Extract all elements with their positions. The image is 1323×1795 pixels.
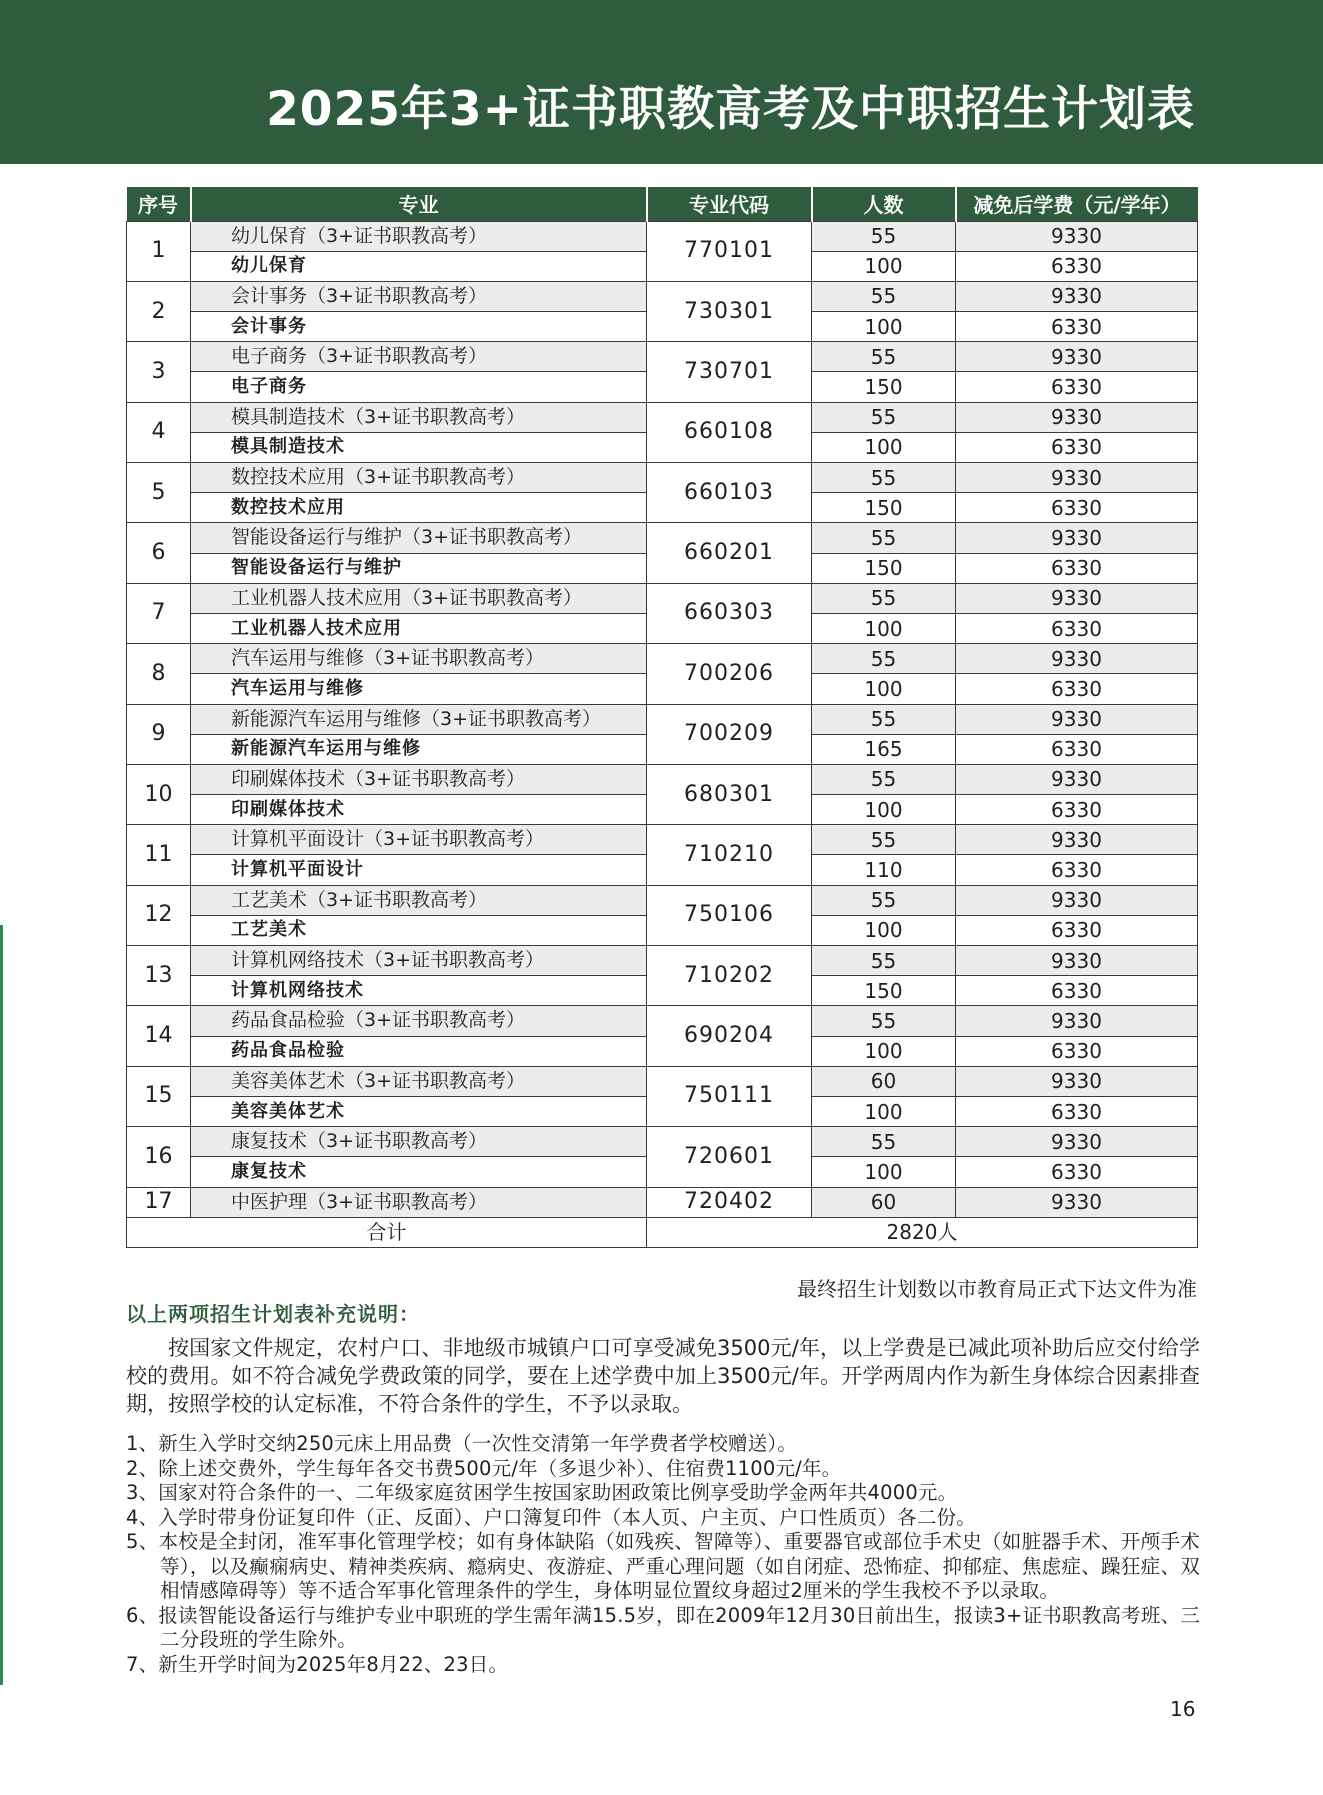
row-index-cell: 8: [127, 644, 191, 704]
row-index-cell: 4: [127, 402, 191, 462]
table-row: [127, 342, 1198, 372]
major-code-cell: 710210: [647, 825, 812, 885]
supplement-paragraph: 按国家文件规定，农村户口、非地级市城镇户口可享受减免3500元/年，以上学费是已减此项补助后应交付给学校的费用。如不符合减免学费政策的同学，要在上述学费中加上3500元/年。开学两周内作为新生身体综合因素排查期，按照学校的认定标准，不符合条件的学生，不予以录取。: [126, 1336, 1200, 1416]
major-code-cell: 680301: [647, 764, 812, 824]
supplement-title: 以上两项招生计划表补充说明：: [126, 1302, 420, 1326]
major-name-cell: 工艺美术: [191, 915, 647, 945]
major-name-cell: 幼儿保育: [191, 251, 647, 281]
major-name-cell: 美容美体艺术（3+证书职教高考）: [191, 1066, 647, 1096]
major-name-cell: 印刷媒体技术: [191, 795, 647, 825]
major-name-cell: 康复技术: [191, 1157, 647, 1187]
major-name-cell: 智能设备运行与维护: [191, 553, 647, 583]
header-banner: [0, 0, 1323, 164]
major-name-cell: 幼儿保育（3+证书职教高考）: [191, 221, 647, 251]
table-row: [127, 1127, 1198, 1157]
major-name-cell: 工业机器人技术应用（3+证书职教高考）: [191, 583, 647, 613]
row-index-cell: 15: [127, 1066, 191, 1126]
table-row: [127, 583, 1198, 613]
enrollment-count-cell: 150: [812, 372, 956, 402]
major-code-cell: 700206: [647, 644, 812, 704]
column-header-major: 专业: [191, 187, 647, 221]
enrollment-count-cell: 55: [812, 825, 956, 855]
enrollment-plan-table: [126, 187, 1198, 1248]
tuition-fee-cell: 6330: [956, 251, 1198, 281]
enrollment-count-cell: 55: [812, 463, 956, 493]
enrollment-count-cell: 110: [812, 855, 956, 885]
column-header-count: 人数: [812, 187, 956, 221]
rule-item: 2、除上述交费外，学生每年各交书费500元/年（多退少补）、住宿费1100元/年。: [126, 1456, 842, 1480]
table-header-row: [127, 187, 1198, 221]
tuition-fee-cell: 6330: [956, 372, 1198, 402]
tuition-fee-cell: 9330: [956, 221, 1198, 251]
major-code-cell: 700209: [647, 704, 812, 764]
enrollment-count-cell: 100: [812, 915, 956, 945]
row-index-cell: 12: [127, 885, 191, 945]
major-code-cell: 750111: [647, 1066, 812, 1126]
row-index-cell: 10: [127, 764, 191, 824]
row-index-cell: 3: [127, 342, 191, 402]
major-code-cell: 660303: [647, 583, 812, 643]
enrollment-count-cell: 100: [812, 1036, 956, 1066]
table-row: [127, 1006, 1198, 1036]
major-code-cell: 730301: [647, 281, 812, 341]
enrollment-count-cell: 150: [812, 976, 956, 1006]
major-code-cell: 660103: [647, 463, 812, 523]
table-row: [127, 221, 1198, 251]
tuition-fee-cell: 6330: [956, 795, 1198, 825]
table-row: [127, 523, 1198, 553]
tuition-fee-cell: 6330: [956, 855, 1198, 885]
tuition-fee-cell: 9330: [956, 523, 1198, 553]
major-name-cell: 数控技术应用（3+证书职教高考）: [191, 463, 647, 493]
enrollment-count-cell: 55: [812, 764, 956, 794]
tuition-fee-cell: 6330: [956, 312, 1198, 342]
tuition-fee-cell: 9330: [956, 825, 1198, 855]
tuition-fee-cell: 9330: [956, 644, 1198, 674]
enrollment-count-cell: 55: [812, 1006, 956, 1036]
column-header-index: 序号: [127, 187, 191, 221]
page-number: 16: [1170, 1697, 1196, 1721]
tuition-fee-cell: 6330: [956, 674, 1198, 704]
major-code-cell: 720601: [647, 1127, 812, 1187]
major-name-cell: 汽车运用与维修: [191, 674, 647, 704]
major-name-cell: 工业机器人技术应用: [191, 613, 647, 643]
rule-item: 3、国家对符合条件的一、二年级家庭贫困学生按国家助困政策比例享受助学金两年共4000元。: [126, 1481, 958, 1504]
row-index-cell: 16: [127, 1127, 191, 1187]
tuition-fee-cell: 6330: [956, 432, 1198, 462]
major-name-cell: 模具制造技术: [191, 432, 647, 462]
enrollment-count-cell: 55: [812, 583, 956, 613]
enrollment-count-cell: 55: [812, 704, 956, 734]
major-name-cell: 新能源汽车运用与维修（3+证书职教高考）: [191, 704, 647, 734]
tuition-fee-cell: 9330: [956, 342, 1198, 372]
tuition-fee-cell: 9330: [956, 402, 1198, 432]
table-row: [127, 704, 1198, 734]
tuition-fee-cell: 6330: [956, 613, 1198, 643]
table-row: [127, 463, 1198, 493]
tuition-fee-cell: 9330: [956, 1006, 1198, 1036]
tuition-fee-cell: 9330: [956, 885, 1198, 915]
major-name-cell: 药品食品检验（3+证书职教高考）: [191, 1006, 647, 1036]
tuition-fee-cell: 6330: [956, 1036, 1198, 1066]
row-index-cell: 1: [127, 221, 191, 281]
major-name-cell: 中医护理（3+证书职教高考）: [191, 1187, 647, 1217]
enrollment-count-cell: 55: [812, 281, 956, 311]
rules-list: [126, 1432, 1200, 1677]
tuition-fee-cell: 6330: [956, 915, 1198, 945]
tuition-fee-cell: 9330: [956, 1187, 1198, 1217]
row-index-cell: 13: [127, 946, 191, 1006]
tuition-fee-cell: 9330: [956, 583, 1198, 613]
major-code-cell: 770101: [647, 221, 812, 281]
row-index-cell: 5: [127, 463, 191, 523]
tuition-fee-cell: 9330: [956, 463, 1198, 493]
enrollment-count-cell: 100: [812, 312, 956, 342]
enrollment-count-cell: 55: [812, 402, 956, 432]
row-index-cell: 7: [127, 583, 191, 643]
major-name-cell: 印刷媒体技术（3+证书职教高考）: [191, 764, 647, 794]
enrollment-count-cell: 55: [812, 644, 956, 674]
enrollment-count-cell: 100: [812, 251, 956, 281]
major-name-cell: 模具制造技术（3+证书职教高考）: [191, 402, 647, 432]
tuition-fee-cell: 9330: [956, 1127, 1198, 1157]
decorative-side-line: [0, 925, 3, 1685]
tuition-fee-cell: 6330: [956, 1157, 1198, 1187]
table-row: [127, 1066, 1198, 1096]
table-row: [127, 1187, 1198, 1217]
tuition-fee-cell: 9330: [956, 704, 1198, 734]
enrollment-count-cell: 55: [812, 523, 956, 553]
enrollment-count-cell: 60: [812, 1187, 956, 1217]
major-name-cell: 药品食品检验: [191, 1036, 647, 1066]
major-name-cell: 新能源汽车运用与维修: [191, 734, 647, 764]
row-index-cell: 11: [127, 825, 191, 885]
row-index-cell: 2: [127, 281, 191, 341]
enrollment-count-cell: 100: [812, 795, 956, 825]
major-name-cell: 汽车运用与维修（3+证书职教高考）: [191, 644, 647, 674]
major-name-cell: 美容美体艺术: [191, 1096, 647, 1126]
major-name-cell: 会计事务: [191, 312, 647, 342]
rule-item: 6、报读智能设备运行与维护专业中职班的学生需年满15.5岁，即在2009年12月30日前出生，报读3+证书职教高考班、三二分段班的学生除外。: [126, 1603, 1200, 1651]
table-row: [127, 644, 1198, 674]
rule-item: 4、入学时带身份证复印件（正、反面）、户口簿复印件（本人页、户主页、户口性质页）各二份。: [126, 1505, 976, 1529]
final-plan-note: 最终招生计划数以市教育局正式下达文件为准: [797, 1277, 1197, 1301]
rule-item: 7、新生开学时间为2025年8月22、23日。: [126, 1652, 509, 1676]
table-row: [127, 402, 1198, 432]
enrollment-count-cell: 55: [812, 946, 956, 976]
row-index-cell: 6: [127, 523, 191, 583]
major-code-cell: 750106: [647, 885, 812, 945]
enrollment-count-cell: 100: [812, 613, 956, 643]
table-row: [127, 281, 1198, 311]
major-code-cell: 660201: [647, 523, 812, 583]
major-name-cell: 康复技术（3+证书职教高考）: [191, 1127, 647, 1157]
tuition-fee-cell: 9330: [956, 1066, 1198, 1096]
rule-item: 1、新生入学时交纳250元床上用品费（一次性交清第一年学费者学校赠送）。: [126, 1432, 798, 1455]
major-name-cell: 电子商务（3+证书职教高考）: [191, 342, 647, 372]
major-code-cell: 710202: [647, 946, 812, 1006]
enrollment-count-cell: 150: [812, 493, 956, 523]
tuition-fee-cell: 9330: [956, 946, 1198, 976]
table-row: [127, 825, 1198, 855]
enrollment-count-cell: 100: [812, 674, 956, 704]
major-code-cell: 730701: [647, 342, 812, 402]
major-name-cell: 计算机平面设计（3+证书职教高考）: [191, 825, 647, 855]
tuition-fee-cell: 6330: [956, 553, 1198, 583]
enrollment-count-cell: 165: [812, 734, 956, 764]
major-code-cell: 660108: [647, 402, 812, 462]
tuition-fee-cell: 6330: [956, 493, 1198, 523]
major-name-cell: 计算机网络技术（3+证书职教高考）: [191, 946, 647, 976]
tuition-fee-cell: 9330: [956, 281, 1198, 311]
major-name-cell: 计算机平面设计: [191, 855, 647, 885]
enrollment-count-cell: 55: [812, 221, 956, 251]
major-code-cell: 690204: [647, 1006, 812, 1066]
tuition-fee-cell: 6330: [956, 734, 1198, 764]
rule-item: 5、本校是全封闭，准军事化管理学校；如有身体缺陷（如残疾、智障等）、重要器官或部位手术史（如脏器手术、开颅手术等），以及癫痫病史、精神类疾病、瘾病史、夜游症、严重心理问题（如自闭症、恐怖症、抑郁症、焦虑症、躁狂症、双相情感障碍等）等不适合军事化管理条件的学生，身体明显位置纹身超过2厘米的学生我校不予以录取。: [126, 1530, 1200, 1602]
major-name-cell: 计算机网络技术: [191, 976, 647, 1006]
table-row: [127, 885, 1198, 915]
major-name-cell: 工艺美术（3+证书职教高考）: [191, 885, 647, 915]
total-row: [127, 1217, 1198, 1247]
row-index-cell: 14: [127, 1006, 191, 1066]
total-value-cell: 2820人: [647, 1217, 1198, 1247]
tuition-fee-cell: 9330: [956, 764, 1198, 794]
total-label-cell: 合计: [127, 1217, 647, 1247]
enrollment-count-cell: 55: [812, 885, 956, 915]
column-header-fee: 减免后学费（元/学年）: [956, 187, 1198, 221]
table-row: [127, 946, 1198, 976]
tuition-fee-cell: 6330: [956, 1096, 1198, 1126]
row-index-cell: 17: [127, 1187, 191, 1217]
major-name-cell: 智能设备运行与维护（3+证书职教高考）: [191, 523, 647, 553]
enrollment-count-cell: 100: [812, 432, 956, 462]
page-title: 2025年3+证书职教高考及中职招生计划表: [266, 82, 1195, 137]
enrollment-count-cell: 60: [812, 1066, 956, 1096]
major-name-cell: 会计事务（3+证书职教高考）: [191, 281, 647, 311]
column-header-code: 专业代码: [647, 187, 812, 221]
tuition-fee-cell: 6330: [956, 976, 1198, 1006]
row-index-cell: 9: [127, 704, 191, 764]
major-name-cell: 数控技术应用: [191, 493, 647, 523]
enrollment-count-cell: 100: [812, 1157, 956, 1187]
enrollment-count-cell: 55: [812, 342, 956, 372]
enrollment-count-cell: 55: [812, 1127, 956, 1157]
table-row: [127, 764, 1198, 794]
major-code-cell: 720402: [647, 1187, 812, 1217]
major-name-cell: 电子商务: [191, 372, 647, 402]
enrollment-count-cell: 150: [812, 553, 956, 583]
enrollment-count-cell: 100: [812, 1096, 956, 1126]
